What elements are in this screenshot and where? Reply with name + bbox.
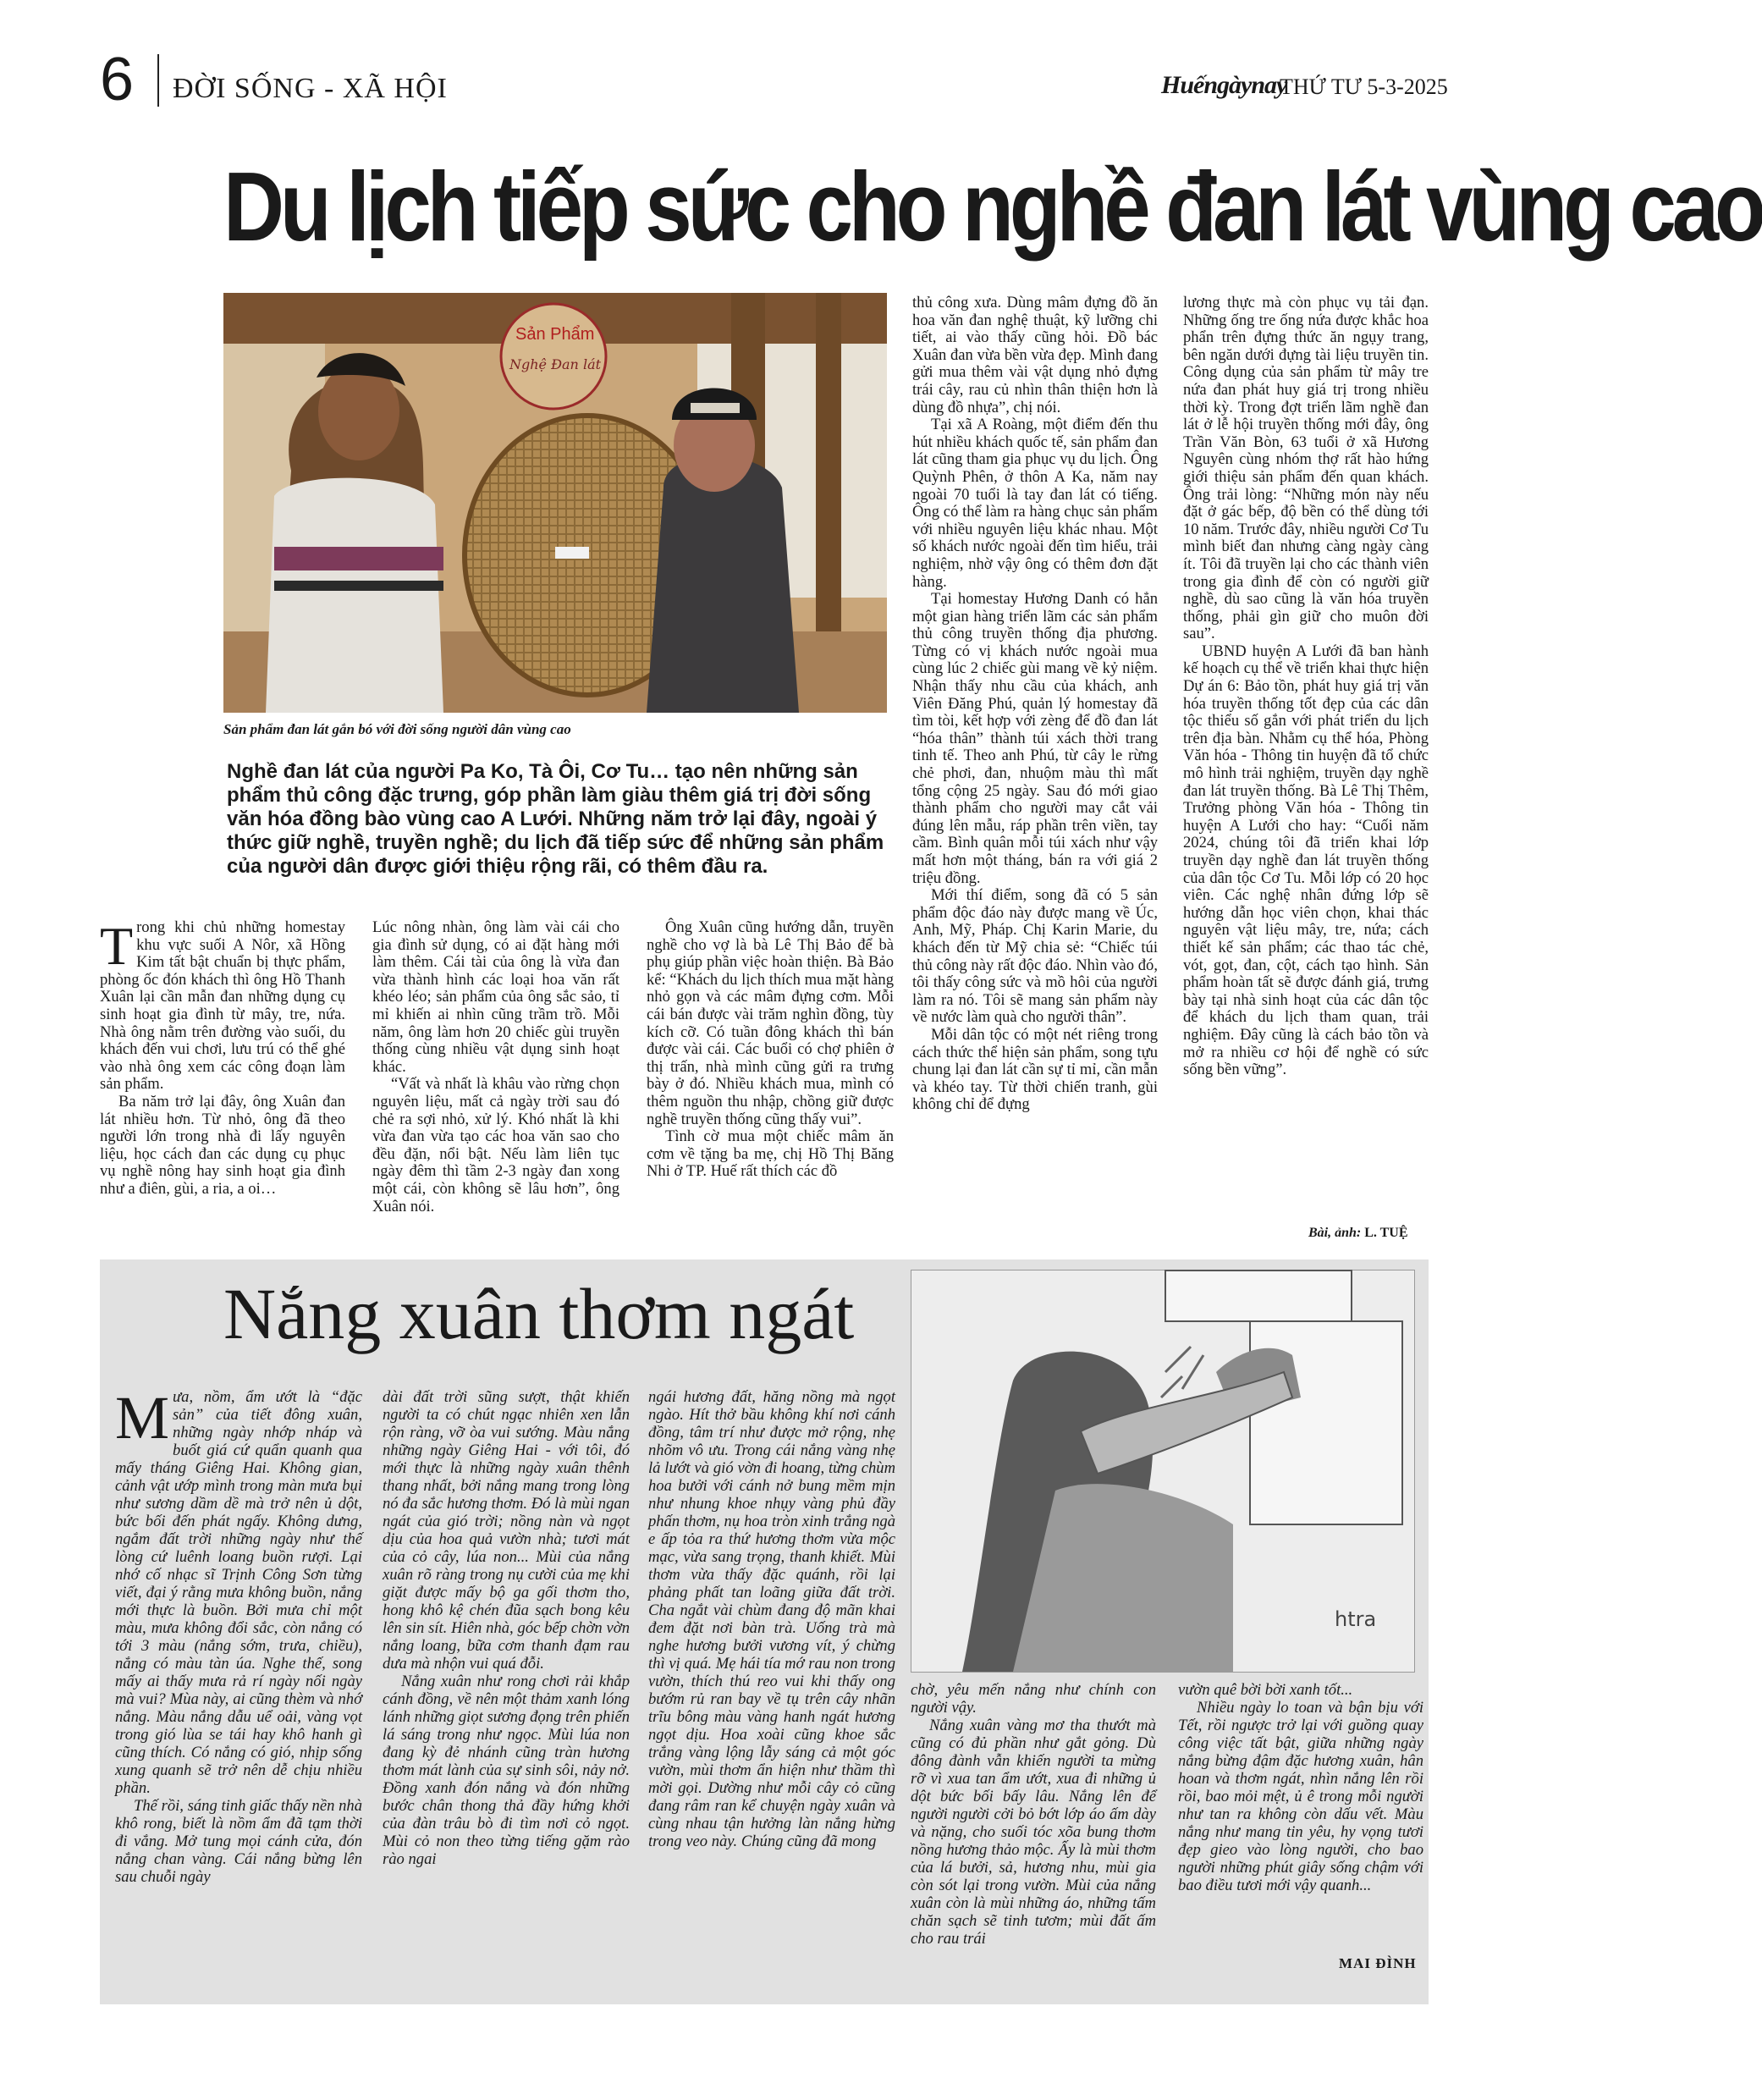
article-column-2: [372, 919, 619, 1215]
sign-label-2: Nghệ Đan lát: [509, 356, 602, 372]
drop-cap: T: [100, 916, 134, 976]
section-title: ĐỜI SỐNG - XÃ HỘI: [173, 73, 448, 104]
article-headline: Du lịch tiếp sức cho nghề đan lát vùng cao: [223, 152, 1762, 262]
photo-artisans-with-basket: [223, 293, 887, 713]
paragraph: Tình cờ mua một chiếc mâm ăn cơm về tặng ba mẹ, chị Hồ Thị Băng Nhi ở TP. Huế rất thích các đồ: [647, 1127, 894, 1181]
paragraph: UBND huyện A Lưới đã ban hành kế hoạch cụ thể về triển khai thực hiện Dự án 6: Bảo tồn, phát huy giá trị văn hóa truyền thống tốt đẹp của các dân tộc thiểu số gắn với phát triển du lịch trên địa bàn. Nhằm cụ thể hóa, Phòng Văn hóa - Thông tin huyện đã tổ chức mô hình trải nghiệm, truyền dạy nghề đan lát truyền thống. Bà Lê Thị Thêm, Trưởng phòng Văn hóa - Thông tin huyện A Lưới cho hay: “Cuối năm 2024, chúng tôi đã triển khai lớp truyền dạy nghề đan lát truyền thống của dân tộc Cơ Tu. Mỗi lớp có 20 học viên. Các nghệ nhân đứng lớp sẽ hướng dẫn học viên chọn, khai thác nguyên vật liệu mây, tre, nứa; cách thiết kế sản phẩm; các thao tác chẻ, vót, gọt, đan, cột, cách tạo hình. Sản phẩm hoàn tất sẽ được đánh giá, trưng bày tại nhà sinh hoạt của các dân tộc để khách du lịch tham quan, trải nghiệm. Đây cũng là cách bảo tồn và mở ra nhiều cơ hội để nghề có sức sống bền vững”.: [1183, 642, 1429, 1079]
article-photo: [223, 293, 887, 713]
paragraph: Mỗi dân tộc có một nét riêng trong cách thức thể hiện sản phẩm, song tựu chung lại đan lát cần sự tỉ mỉ, cần mẫn và khéo tay. Từ thời chiến tranh, gùi không chỉ để đựng: [912, 1025, 1158, 1114]
byline-author: L. TUỆ: [1364, 1226, 1408, 1240]
illustration-signature: htra: [1335, 1607, 1377, 1631]
paragraph: Nắng xuân vàng mơ tha thướt mà cũng có đủ phần như gắt gỏng. Dù đông đành vẫn khiến người ta mừng rỡ vì xua tan ẩm ướt, xua đi những ủ dột bức bối bấy lâu. Nắng lên để người người cởi bỏ bớt lớp áo ấm dày và nặng, cho suối tóc xõa bung thơm nồng hương thảo mộc. Ấy là mùi thơm của lá bưởi, sả, hương nhu, mùi gia còn sót lại trong vườn. Mùi của nắng xuân còn là mùi những áo, những tấm chăn sạch sẽ tinh tươm; mùi đất ấm cho rau trái: [911, 1717, 1156, 1948]
drop-cap: M: [115, 1384, 170, 1452]
paragraph: thủ công xưa. Dùng mâm đựng đồ ăn hoa văn đan nghệ thuật, kỹ lưỡng chi tiết, ai vào thấy cũng hỏi. Đồ bác Xuân đan vừa bền vừa đẹp. Mình đang gửi mua thêm vài vật dụng nhỏ đựng trái cây, rau củ nhìn thân thiện hơn là dùng đồ nhựa”, chị nói.: [912, 294, 1158, 416]
paragraph: Ông Xuân cũng hướng dẫn, truyền nghề cho vợ là bà Lê Thị Bảo để bà phụ giúp phần việc hoàn thiện. Bà Bảo kể: “Khách du lịch thích mua mặt hàng nhỏ gọn và các mâm đựng cơm. Mỗi cái bán được vài trăm nghìn đồng, tùy kích cỡ. Có tuần đông khách thì bán được vài cái. Các buổi có chợ phiên ở thị trấn, nhà mình cũng gửi ra trưng bày ở đó. Nhiều khách mua, mình có thêm nguồn thu nhập, chồng giữ được nghề truyền thống cũng thấy vui”.: [647, 918, 894, 1128]
paragraph: Tại xã A Roàng, một điểm đến thu hút nhiều khách quốc tế, sản phẩm đan lát cũng tham gia phục vụ du lịch. Ông Quỳnh Phên, ở thôn A Ka, năm nay ngoài 70 tuổi là tay đan lát có tiếng. Ông có thể làm ra hàng chục sản phẩm với nhiều nguyên liệu khác nhau. Một số khách nước ngoài đến tìm hiểu, trải nghiệm, nhờ vậy ông có thêm đơn đặt hàng.: [912, 416, 1158, 591]
paragraph: Ba năm trở lại đây, ông Xuân đan lát nhiều hơn. Từ nhỏ, ông đã theo người lớn trong nhà đi lấy nguyên liệu, học cách đan các dụng cụ phục vụ nghề nông hay sinh hoạt gia đình như a điên, gùi, a ria, a oi…: [100, 1092, 345, 1198]
byline-label: Bài, ảnh:: [1308, 1226, 1362, 1240]
paragraph: lương thực mà còn phục vụ tải đạn. Những ống tre ống nứa được khắc hoa phẩn trên đựng thức ăn ngụy trang, bên ngăn dưới đựng tài liệu truyền tin. Công dụng của sản phẩm từ mây tre nứa đan phát huy giá trị trong nhiều thời kỳ. Trong đợt triển lãm nghề đan lát ở lễ hội truyền thống mới đây, ông Trần Văn Bòn, 63 tuổi ở xã Hương Nguyên cùng nhóm thợ rất hào hứng giới thiệu sản phẩm đến quan khách. Ông trải lòng: “Những món này nếu đặt ở gác bếp, độ bền có thể dùng tới 10 năm. Trước đây, nhiều người Cơ Tu mình biết đan nhưng càng ngày càng ít. Tôi đã truyền lại cho các thành viên trong gia đình để còn có người giữ nghề, dù sao cũng là văn hóa truyền thống, phải gìn giữ cho muôn đời sau”.: [1183, 294, 1429, 643]
sign-label: Sản Phẩm: [515, 325, 595, 344]
paragraph: Thế rồi, sáng tinh giấc thấy nền nhà khô rong, biết là nồm ẩm đã tạm thời đi vắng. Mở tung mọi cánh cửa, đón nắng chan vàng. Cái nắng bừng lên sau chuỗi ngày: [115, 1797, 362, 1886]
paragraph: ngái hương đất, hăng nồng mà ngọt ngào. Hít thở bầu không khí nơi cánh đồng, tâm trí như được mở rộng, nhẹ nhõm vô ưu. Trong cái nắng vàng nhẹ lả lướt và gió vờn đi hoang, từng chùm hoa bưởi với cánh nở bung mềm mịn như nhung khoe nhụy vàng phủ đầy phấn thơm, nụ hoa tròn xinh trắng ngà e ấp tỏa ra thứ hương thơm vừa mộc mạc, vừa sang trọng, thanh khiết. Mùi thơm vừa thấy đặc quánh, rồi lại phảng phất tan loãng giữa đất trời. Cha ngắt vài chùm đang độ mãn khai đem đặt nơi bàn trà. Uống trà mà nghe hương bưởi vương vít, ý chừng thì vị quá. Mẹ hái tía mớ rau non trong vườn, thích thú reo vui khi thấy ong bướm rủ ran bay về tụ trên cây nhãn trĩu bông màu vàng hanh ngát hương ngọt dịu. Hoa xoài cũng khoe sắc trắng vàng lộng lẫy sáng cả một góc vườn, mùi thơm ẩn hiện như thầm thì mời gọi. Dường như mỗi cây cỏ cũng đang râm ran kể chuyện ngày xuân và cùng nhau tận hưởng làn nắng hừng trong veo này. Chúng cũng đã mong: [648, 1388, 895, 1850]
paragraph: Tại homestay Hương Danh có hẳn một gian hàng triển lãm các sản phẩm thủ công truyền thống địa phương. Từng có vị khách nước ngoài mua cùng lúc 2 chiếc gùi mang về kỷ niệm. Nhận thấy nhu cầu của khách, anh Viên Đăng Phú, quản lý homestay đã tìm tòi, kết hợp với zèng để đồ đan lát “hóa thân” thành túi xách thời trang tinh tế. Theo anh Phú, từ cây le rừng chẻ phơi, đan, nhuộm màu thì mất tổng cộng 25 ngày. Sau đó mới giao thành phẩm cho người may cắt vải đúng lên mẫu, ráp phần trên viền, tay cầm. Bình quân mỗi túi xách như vậy mất hơn một tháng, bán ra với giá 2 triệu đồng.: [912, 590, 1158, 887]
article-column-5: [1183, 295, 1429, 1079]
masthead-divider: [157, 54, 159, 107]
photo-caption: Sản phẩm đan lát gắn bó với đời sống người dân vùng cao: [223, 721, 571, 737]
paragraph: Lúc nông nhàn, ông làm vài cái cho gia đình sử dụng, có ai đặt hàng mới làm thêm. Cái tài của ông là vừa đan vừa thành hình các loại hoa văn rất khéo léo; sản phẩm của ông sắc sảo, tỉ mỉ khiến ai nhìn cũng trầm trồ. Mỗi năm, ông làm hơn 20 chiếc gùi truyền thống cùng nhiều vật dụng sinh hoạt khác.: [372, 918, 619, 1076]
newspaper-brand: Huếngàynay: [1161, 71, 1287, 99]
essay-column-5: [1178, 1681, 1423, 1894]
article-column-1: [100, 916, 345, 1199]
essay-column-3: [648, 1388, 895, 1850]
illustration-woman-at-window: [911, 1270, 1414, 1672]
paragraph: Nắng xuân như rong chơi rải khắp cánh đồng, về nên một thảm xanh lóng lánh những giọt sương đọng trên phiến lá sáng trong như ngọc. Mùi lúa non đang kỳ đẻ nhánh cũng tràn hương thơm mát lành của sự sinh sôi, nảy nở. Đồng xanh đón nắng và đón những bước chân thong thả đầy hứng khởi của đàn trâu bò đi tìm nơi cỏ ngọt. Mùi cỏ non theo từng tiếng gặm rào rào ngai: [383, 1673, 630, 1868]
issue-date: THỨ TƯ 5-3-2025: [1280, 74, 1448, 99]
paragraph: Nhiều ngày lo toan và bận bịu với Tết, rồi ngược trở lại với guồng quay công việc tất bật, giữa những ngày nắng bừng đậm đặc hương xuân, hân hoan và thơm ngát, nhìn nắng lên rồi rồi, bao mỏi mệt, ủ ê trong mỗi người như tan ra không còn dấu vết. Màu nắng như mang tin yêu, hy vọng tươi đẹp gieo vào lòng người, cho bao người những phút giây sống chậm với bao điều tươi mới vậy quanh...: [1178, 1699, 1423, 1894]
article-byline: [1308, 1226, 1408, 1241]
article-lead: Nghề đan lát của người Pa Ko, Tà Ôi, Cơ Tu… tạo nên những sản phẩm thủ công đặc trưng, góp phần làm giàu thêm giá trị đời sống văn hóa đồng bào vùng cao A Lưới. Những năm trở lại đây, ngoài ý thức giữ nghề, truyền nghề; du lịch đã tiếp sức để những sản phẩm của người dân được giới thiệu rộng rãi, có thêm đầu ra.: [227, 760, 884, 878]
article-column-4: [912, 295, 1158, 1114]
paragraph: chờ, yêu mến nắng như chính con người vậy.: [911, 1681, 1156, 1717]
essay-column-4: [911, 1681, 1156, 1948]
paragraph: rong khi chủ những homestay khu vực suối A Nôr, xã Hồng Kim tất bật chuẩn bị thực phẩm, phòng ốc đón khách thì ông Hồ Thanh Xuân lại cần mẫn đan những dụng cụ sinh hoạt gia đình từ mây, tre, nứa. Nhà ông nằm trên đường vào suối, du khách đến vui chơi, lưu trú có thể ghé vào nhà ông xem các công đoạn làm sản phẩm.: [100, 918, 345, 1094]
paragraph: vườn quê bời bời xanh tốt...: [1178, 1681, 1353, 1699]
essay-illustration: [911, 1270, 1415, 1673]
essay-column-1: [115, 1384, 362, 1886]
essay-title: Nắng xuân thơm ngát: [223, 1273, 855, 1354]
paragraph: Mới thí điểm, song đã có 5 sản phẩm độc đáo này được mang về Úc, Anh, Mỹ, Pháp. Chị Karin Marie, du khách đến từ Mỹ chia sẻ: “Chiếc túi thủ công này rất độc đáo. Nhìn vào đó, tôi thấy công sức và mồ hôi của người làm ra nó. Tôi sẽ mang sản phẩm này về nước làm quà cho người thân”.: [912, 886, 1158, 1027]
paragraph: “Vất và nhất là khâu vào rừng chọn nguyên liệu, mất cả ngày trời sau đó chẻ ra sợi nhỏ, xử lý. Khó nhất là khi vừa đan vừa tạo các hoa văn sao cho đều đặn, nổi bật. Nếu làm liên tục ngày đêm thì tầm 2-3 ngày đan xong một cái, còn không sẽ lâu hơn”, ông Xuân nói.: [372, 1075, 619, 1215]
essay-byline: MAI ĐÌNH: [1339, 1955, 1417, 1971]
article-column-3: [647, 919, 894, 1181]
essay-column-2: [383, 1388, 630, 1868]
paragraph: dài đất trời sũng sượt, thật khiến người ta có chút ngạc nhiên xen lẫn rộn ràng, vỡ òa vui sướng. Màu nắng những ngày Giêng Hai - với tôi, đó mới thực là những ngày xuân thênh thang nhất, bởi nắng mang trong lòng nó đa sắc hương thơm. Đó là mùi ngan ngát của gió trời; nồng nàn và ngọt dịu của hoa quả vườn nhà; tươi mát của cỏ cây, lúa non... Mùi của nắng xuân rõ ràng trong nụ cười của mẹ khi giặt được mấy bộ ga gối thơm tho, hong khô kệ chén đũa sạch bong kêu lên sin sít. Hiên nhà, góc bếp chờn vờn nắng loang, bữa cơm thanh đạm rau dưa mà nhộn vui quá đỗi.: [383, 1388, 630, 1673]
page-number: 6: [100, 46, 135, 113]
paragraph: ưa, nồm, ẩm ướt là “đặc sản” của tiết đông xuân, những ngày nhớp nháp và buốt giá cứ quẩn quanh qua mấy tháng Giêng Hai. Không gian, cảnh vật ướp mình trong màn mưa bụi như sương dầm dề mà trở nên ủ dột, bức bối đến phát ngấy. Không dưng, ngắm đất trời những ngày như thế lòng cứ luênh loang buồn rượi. Lại nhớ cố nhạc sĩ Trịnh Công Sơn từng viết, đại ý rằng mưa không buồn, nắng mới thực là buồn. Bởi mưa chỉ một màu, mưa không đổi sắc, còn nắng có tới 3 màu (nắng sớm, trưa, chiều), nắng có màu tàn úa. Nghe thế, song mấy ai thấy mưa rả rí ngày nối ngày mà vui? Mùa này, ai cũng thèm và nhớ nắng. Màu nắng dẫu uể oải, vàng vọt trong gió lùa se tái hay khô hanh gì cũng thích. Có nắng có gió, nhịp sống xung quanh sẽ trở nên dễ chịu nhiều phần.: [115, 1388, 362, 1797]
